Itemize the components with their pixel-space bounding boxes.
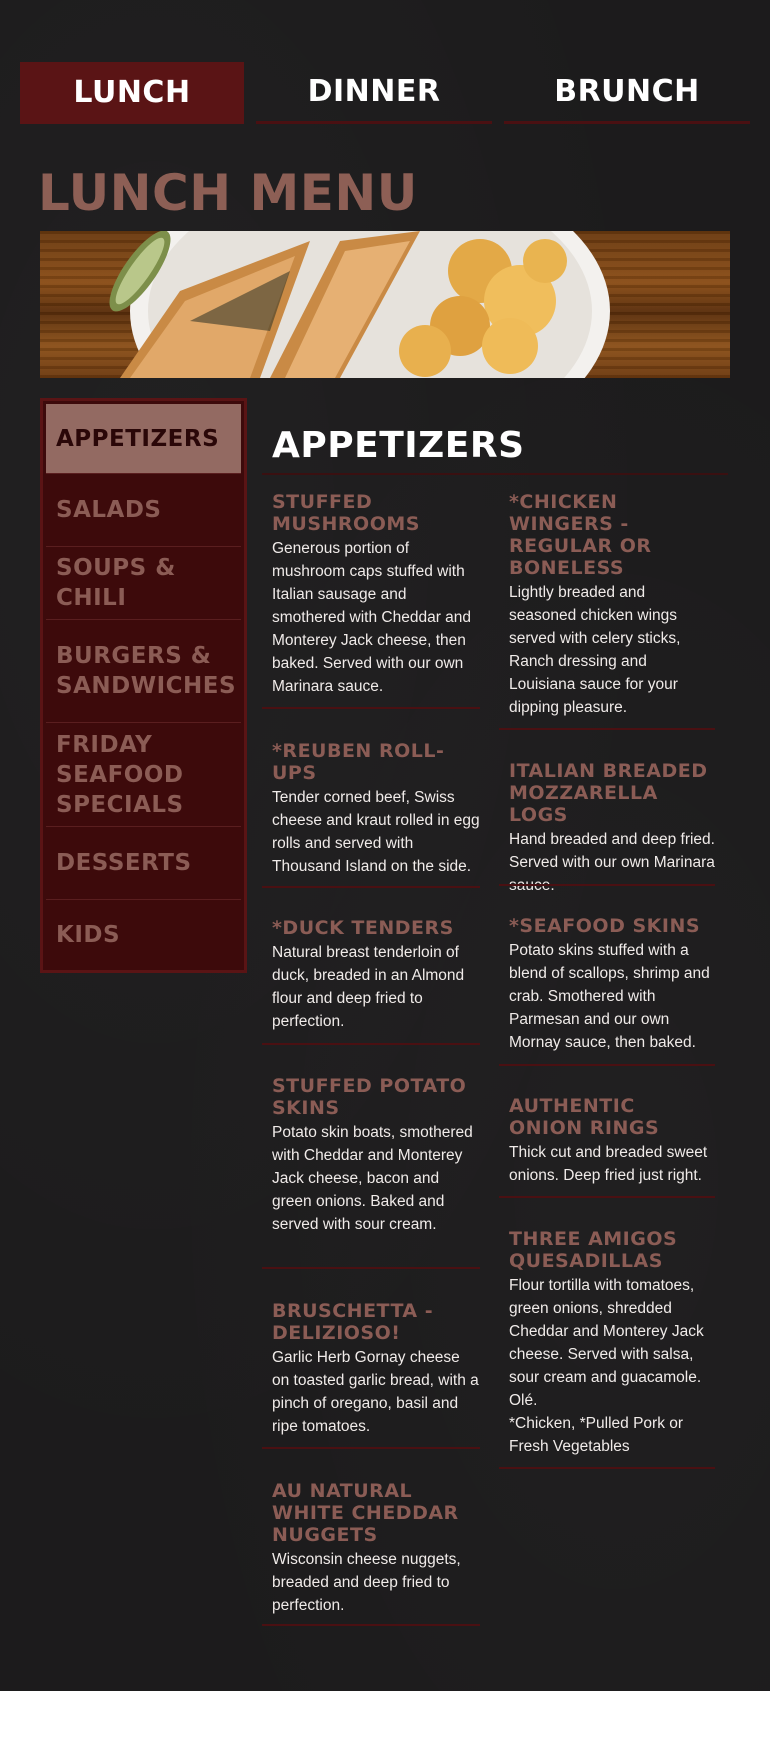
menu-item-description: Natural breast tenderloin of duck, breaded in an Almond flour and deep fried to perfection.: [272, 944, 465, 1030]
menu-item-name: THREE AMIGOS QUESADILLAS: [509, 1228, 678, 1272]
menu-item-description: Flour tortilla with tomatoes, green onions, shredded Cheddar and Monterey Jack cheese. Served with salsa, sour cream and guacamole. Olé.: [509, 1277, 704, 1409]
menu-item-description: Tender corned beef, Swiss cheese and kraut rolled in egg rolls and served with Thousand Island on the side.: [272, 789, 480, 875]
sidebar-item-burgers-sandwiches[interactable]: BURGERS & SANDWICHES: [46, 620, 241, 723]
tab-dinner[interactable]: DINNER: [256, 62, 492, 124]
item-divider: [499, 1467, 715, 1469]
menu-item: [262, 1075, 480, 1236]
menu-item-name: STUFFED MUSHROOMS: [272, 491, 420, 535]
menu-item-note: *Chicken, *Pulled Pork or Fresh Vegetables: [509, 1415, 684, 1455]
menu-item-name: ITALIAN BREADED MOZZARELLA LOGS: [509, 760, 708, 826]
menu-item-description: Lightly breaded and seasoned chicken wings served with celery sticks, Ranch dressing and Louisiana sauce for your dipping pleasure.: [509, 584, 681, 716]
menu-item: [499, 1095, 715, 1187]
menu-item-description: Wisconsin cheese nuggets, breaded and deep fried to perfection.: [272, 1551, 461, 1614]
menu-item: [262, 1300, 480, 1438]
item-divider: [262, 1447, 480, 1449]
sidebar-item-desserts[interactable]: DESSERTS: [46, 827, 241, 900]
menu-item-name: STUFFED POTATO SKINS: [272, 1075, 467, 1119]
item-divider: [499, 1196, 715, 1198]
sidebar-item-soups-chili[interactable]: SOUPS & CHILI: [46, 547, 241, 620]
menu-item-name: *SEAFOOD SKINS: [509, 915, 701, 937]
item-divider: [499, 728, 715, 730]
item-divider: [262, 886, 480, 888]
menu-item-description: Thick cut and breaded sweet onions. Deep fried just right.: [509, 1144, 708, 1184]
menu-item-name: *CHICKEN WINGERS - REGULAR OR BONELESS: [509, 491, 652, 579]
sidebar-item-kids[interactable]: KIDS: [56, 922, 121, 948]
menu-item: [499, 491, 715, 719]
menu-item-description: Potato skin boats, smothered with Cheddar and Monterey Jack cheese, bacon and green onions. Baked and served with sour cream.: [272, 1124, 473, 1233]
menu-item-description: Garlic Herb Gornay cheese on toasted garlic bread, with a pinch of oregano, basil and ripe tomatoes.: [272, 1349, 479, 1435]
sidebar-item-friday-seafood[interactable]: FRIDAY SEAFOOD SPECIALS: [46, 723, 241, 827]
item-divider: [262, 1624, 480, 1626]
menu-item-description: Potato skins stuffed with a blend of scallops, shrimp and crab. Smothered with Parmesan and our own Mornay sauce, then baked.: [509, 942, 710, 1051]
menu-item-name: AUTHENTIC ONION RINGS: [509, 1095, 660, 1139]
menu-item: [499, 1228, 715, 1458]
item-divider: [262, 1043, 480, 1045]
menu-item: [262, 1480, 480, 1617]
sidebar-item-salads[interactable]: SALADS: [46, 474, 241, 547]
menu-item: [499, 915, 715, 1054]
tab-lunch[interactable]: LUNCH: [20, 62, 244, 124]
item-divider: [262, 707, 480, 709]
sidebar-item-appetizers[interactable]: APPETIZERS: [46, 404, 241, 474]
menu-item: [499, 760, 715, 897]
page-title: LUNCH MENU: [38, 164, 418, 222]
item-divider: [499, 884, 715, 886]
item-divider: [262, 1267, 480, 1269]
menu-item-name: *DUCK TENDERS: [272, 917, 454, 939]
section-title: APPETIZERS: [272, 425, 525, 466]
page-footer-space: [0, 1691, 770, 1743]
category-sidebar: [40, 398, 247, 973]
item-divider: [499, 1064, 715, 1066]
menu-item-description: Hand breaded and deep fried. Served with our own Marinara: [509, 831, 715, 871]
menu-item-description: Generous portion of mushroom caps stuffed with Italian sausage and smothered with Cheddar and Monterey Jack cheese, then baked. Served with our own Marinara sauce.: [272, 540, 472, 695]
tab-brunch[interactable]: BRUNCH: [504, 62, 750, 124]
menu-item-name: BRUSCHETTA - DELIZIOSO!: [272, 1300, 434, 1344]
section-divider: [262, 473, 728, 475]
hero-food-image: [40, 231, 730, 378]
menu-item-name: AU NATURAL WHITE CHEDDAR NUGGETS: [272, 1480, 459, 1546]
menu-item: [262, 491, 480, 698]
menu-item: [262, 917, 480, 1033]
menu-item: [262, 740, 480, 878]
menu-item-name: *REUBEN ROLL-UPS: [272, 740, 445, 784]
